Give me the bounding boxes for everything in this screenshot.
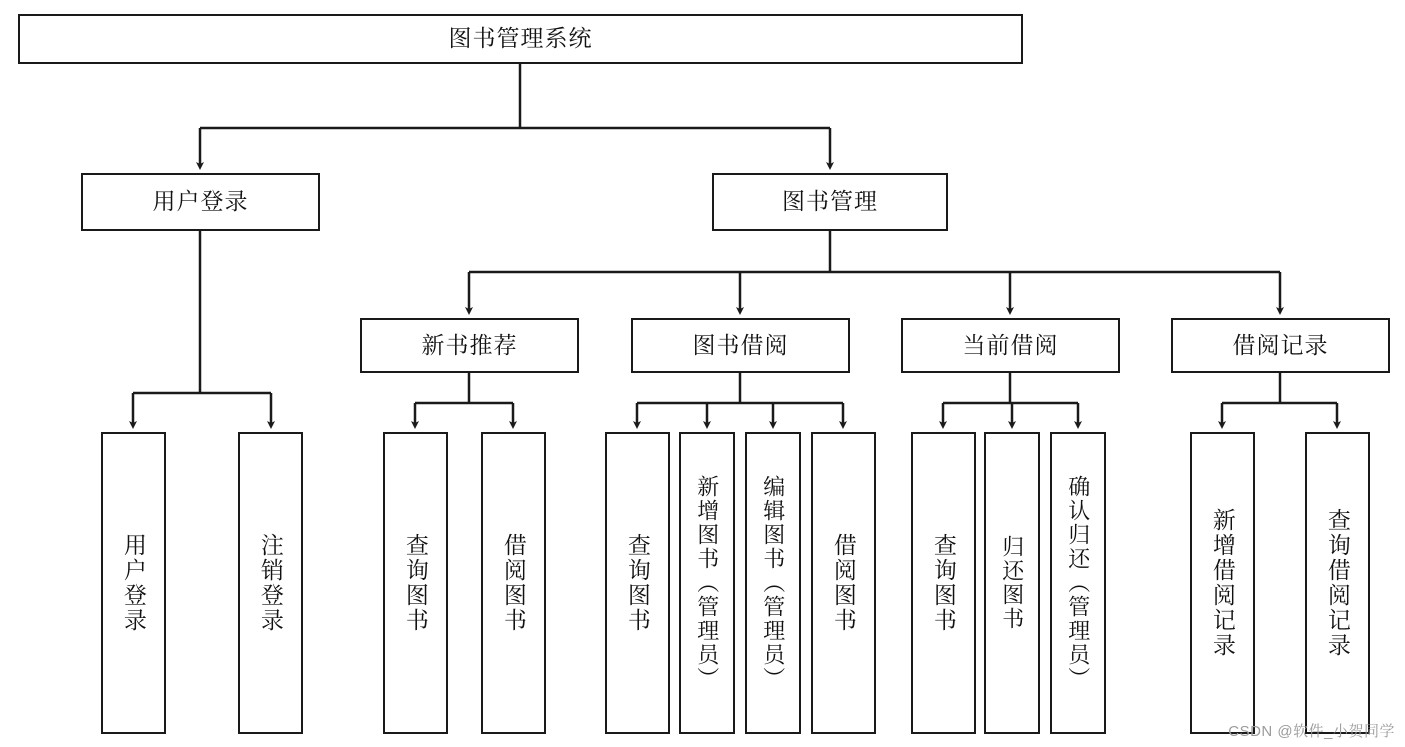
node-leaf-query-book-3: 查询图书 bbox=[911, 432, 976, 734]
node-leaf-edit-book: 编辑图书（管理员） bbox=[745, 432, 801, 734]
watermark-text: CSDN @软件_小贺同学 bbox=[1228, 723, 1395, 740]
node-leaf-confirm-return: 确认归还（管理员） bbox=[1050, 432, 1106, 734]
node-user-login: 用户登录 bbox=[81, 173, 320, 231]
node-leaf-user-login: 用户登录 bbox=[101, 432, 166, 734]
node-current-borrow: 当前借阅 bbox=[901, 318, 1120, 373]
node-leaf-query-book-1: 查询图书 bbox=[383, 432, 448, 734]
node-leaf-user-logout: 注销登录 bbox=[238, 432, 303, 734]
node-leaf-add-borrow-record: 新增借阅记录 bbox=[1190, 432, 1255, 734]
node-new-book-recommend: 新书推荐 bbox=[360, 318, 579, 373]
node-leaf-borrow-book-1: 借阅图书 bbox=[481, 432, 546, 734]
node-leaf-query-borrow-record: 查询借阅记录 bbox=[1305, 432, 1370, 734]
node-leaf-borrow-book-2: 借阅图书 bbox=[811, 432, 876, 734]
node-root: 图书管理系统 bbox=[18, 14, 1023, 64]
node-borrow-record: 借阅记录 bbox=[1171, 318, 1390, 373]
node-leaf-return-book: 归还图书 bbox=[984, 432, 1040, 734]
node-book-management: 图书管理 bbox=[712, 173, 948, 231]
node-leaf-query-book-2: 查询图书 bbox=[605, 432, 670, 734]
node-leaf-add-book: 新增图书（管理员） bbox=[679, 432, 735, 734]
node-book-borrow: 图书借阅 bbox=[631, 318, 850, 373]
